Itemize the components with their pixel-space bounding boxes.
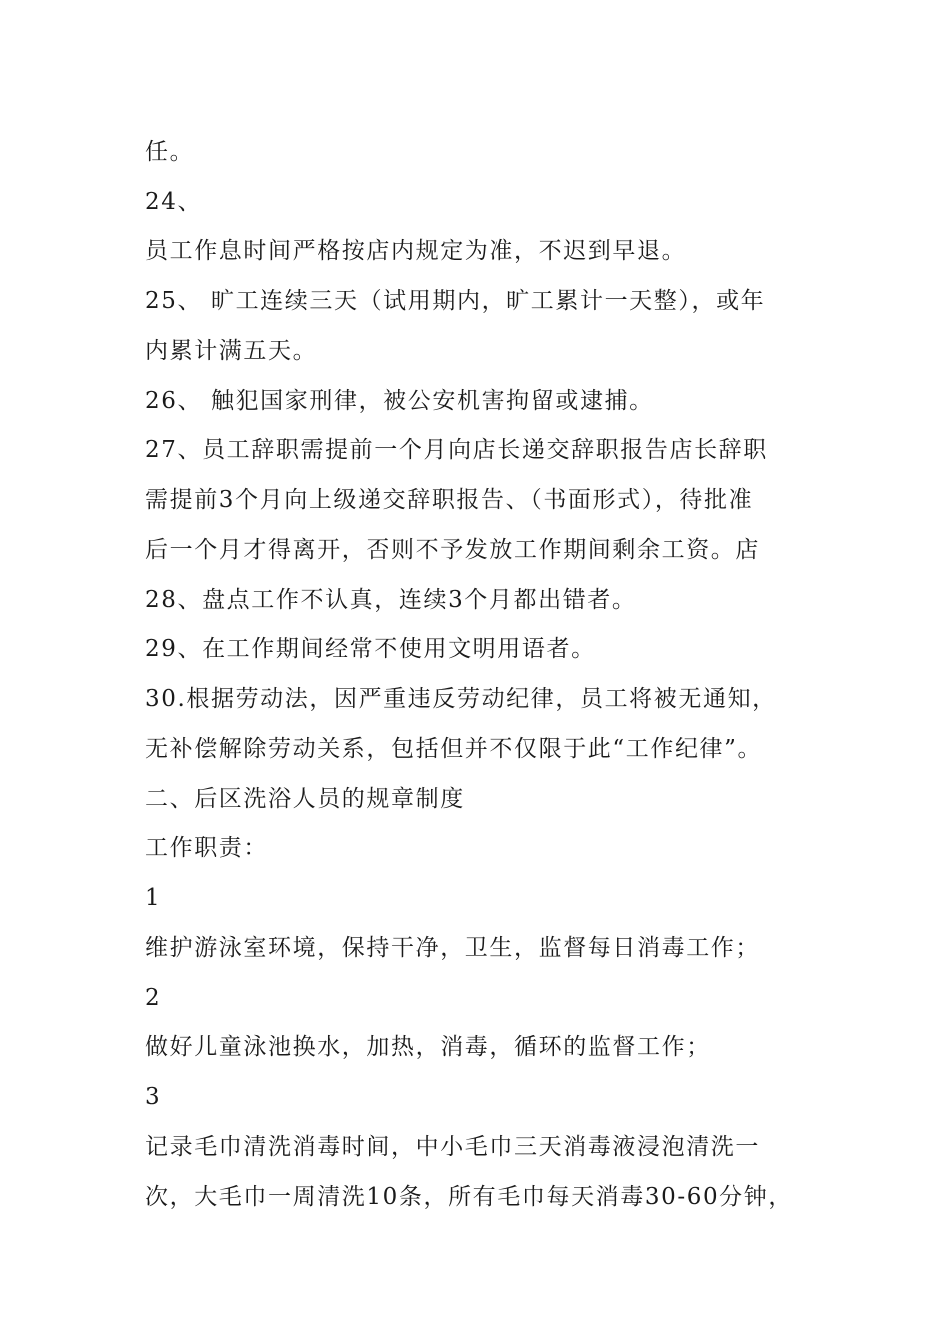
text-line: 记录毛巾清洗消毒时间，中小毛巾三天消毒液浸泡清洗一 <box>145 1134 760 1160</box>
text-line: 任。 <box>145 139 195 165</box>
text-line: 后一个月才得离开，否则不予发放工作期间剩余工资。店 <box>145 537 760 563</box>
text-line: 30.根据劳动法，因严重违反劳动纪律，员工将被无通知， <box>145 686 777 712</box>
section-heading: 二、后区洗浴人员的规章制度 <box>145 786 465 812</box>
text-line: 需提前3个月向上级递交辞职报告、（书面形式），待批准 <box>145 487 754 513</box>
text-line: 27、员工辞职需提前一个月向店长递交辞职报告店长辞职 <box>145 437 768 463</box>
text-line: 维护游泳室环境，保持干净，卫生，监督每日消毒工作； <box>145 935 760 961</box>
text-line: 25、 旷工连续三天（试用期内，旷工累计一天整），或年 <box>145 288 766 314</box>
text-line: 28、盘点工作不认真，连续3个月都出错者。 <box>145 587 637 613</box>
subheading: 工作职责： <box>145 835 268 861</box>
text-line: 29、在工作期间经常不使用文明用语者。 <box>145 636 596 662</box>
list-number: 2 <box>145 985 162 1011</box>
text-line: 24、 <box>145 189 203 215</box>
text-line: 内累计满五天。 <box>145 338 318 364</box>
list-number: 3 <box>145 1084 162 1110</box>
text-line: 26、 触犯国家刑律，被公安机害拘留或逮捕。 <box>145 388 654 414</box>
text-line: 做好儿童泳池换水，加热，消毒，循环的监督工作； <box>145 1034 711 1060</box>
text-line: 次，大毛巾一周清洗10条，所有毛巾每天消毒30-60分钟， <box>145 1184 793 1210</box>
text-line: 无补偿解除劳动关系，包括但并不仅限于此“工作纪律”。 <box>145 736 763 762</box>
text-line: 员工作息时间严格按店内规定为准，不迟到早退。 <box>145 238 687 264</box>
list-number: 1 <box>145 885 162 911</box>
